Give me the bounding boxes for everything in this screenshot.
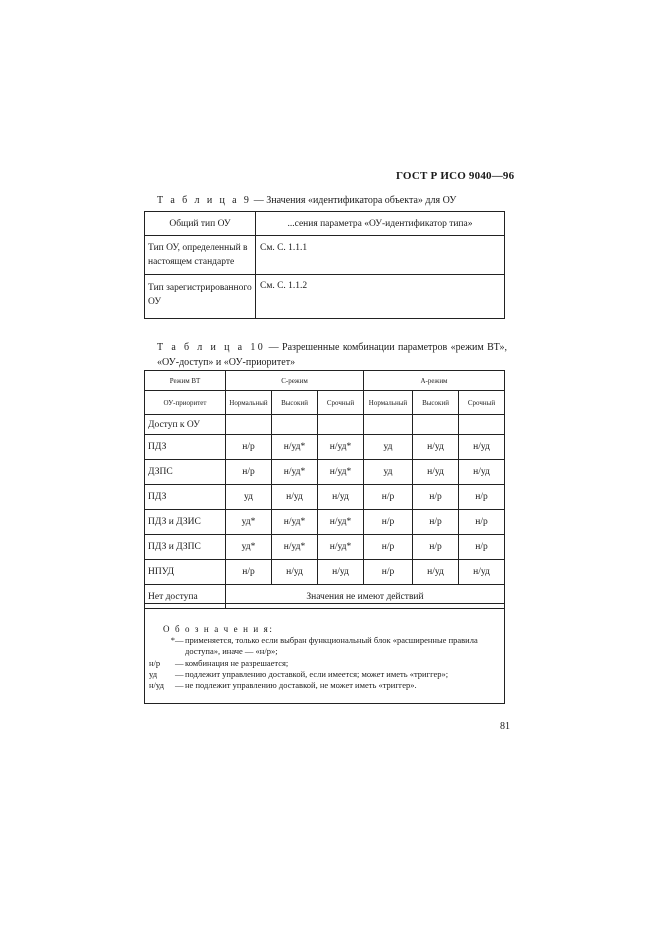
legend-text: не подлежит управлению доставкой, не может иметь «триггер».	[185, 680, 417, 690]
row-label: НПУД	[145, 560, 226, 585]
table-row	[145, 535, 505, 560]
no-access-text: Значения не имеют действий	[226, 585, 505, 609]
legend-entry: н/уд — не подлежит управлению доставкой, не может иметь «триггер».	[149, 680, 417, 690]
table-cell: н/р	[364, 560, 413, 585]
row-label: ПДЗ	[145, 435, 226, 460]
legend	[144, 603, 505, 704]
table9-col2-header: ...сения параметра «ОУ-идентификатор типа»	[256, 212, 505, 236]
priority-header: ОУ-приоритет	[145, 391, 226, 415]
legend-text: подлежит управлению доставкой, если имеется; может иметь «триггер»;	[185, 669, 449, 679]
legend-entry: уд — подлежит управлению доставкой, если имеется; может иметь «триггер»;	[149, 669, 449, 679]
legend-entry: *— применяется, только если выбран функциональный блок «расширенные правила доступа», иначе — «н/р»;	[149, 635, 501, 657]
c-mode-header: С-режим	[226, 371, 364, 391]
table-cell: н/уд	[413, 560, 459, 585]
row-label: ПДЗ и ДЗПС	[145, 535, 226, 560]
table9-row-type: Тип ОУ, определенный в настоящем стандарте	[145, 236, 256, 275]
document-header: ГОСТ Р ИСО 9040—96	[396, 170, 515, 182]
table-cell: н/уд	[272, 485, 318, 510]
table-cell: н/р	[459, 535, 505, 560]
table-cell: н/уд*	[272, 435, 318, 460]
table-cell: н/уд	[459, 560, 505, 585]
table-cell: н/р	[364, 510, 413, 535]
mode-header: Режим ВТ	[145, 371, 226, 391]
no-access-label: Нет доступа	[145, 585, 226, 609]
table-cell: н/р	[364, 485, 413, 510]
table-cell: уд	[226, 485, 272, 510]
table-cell: уд	[364, 460, 413, 485]
table-cell: н/уд	[318, 485, 364, 510]
a-mode-header: А-режим	[364, 371, 505, 391]
table-cell: уд*	[226, 535, 272, 560]
table9-row-value: См. С. 1.1.2	[256, 275, 505, 319]
table9-caption-text: — Значения «идентификатора объекта» для ОУ	[251, 195, 457, 206]
legend-text: комбинация не разрешается;	[185, 658, 289, 668]
table-row	[145, 560, 505, 585]
table9-row-value: См. С. 1.1.1	[256, 236, 505, 275]
table-row	[145, 510, 505, 535]
priority-label: Срочный	[459, 391, 505, 415]
priority-label: Высокий	[272, 391, 318, 415]
row-label: ПДЗ и ДЗИС	[145, 510, 226, 535]
table-cell: н/р	[459, 485, 505, 510]
priority-label: Срочный	[318, 391, 364, 415]
priority-label: Нормальный	[226, 391, 272, 415]
legend-symbol: уд	[149, 669, 158, 679]
table9-row-type: Тип зарегистрированного ОУ	[145, 275, 256, 319]
table-cell: н/уд*	[272, 460, 318, 485]
priority-label: Нормальный	[364, 391, 413, 415]
table-cell: н/уд*	[272, 510, 318, 535]
table-cell: н/р	[226, 560, 272, 585]
table-cell: н/уд*	[318, 510, 364, 535]
table-cell: н/уд*	[318, 460, 364, 485]
row-label: ДЗПС	[145, 460, 226, 485]
table-cell: н/уд*	[318, 535, 364, 560]
table-cell: н/р	[226, 435, 272, 460]
table-cell: н/уд*	[272, 535, 318, 560]
table-cell: н/уд	[318, 560, 364, 585]
table-cell: н/уд	[413, 435, 459, 460]
table10-caption-label: Т а б л и ц а 10	[157, 342, 266, 353]
table-cell: н/уд*	[318, 435, 364, 460]
table-row	[145, 460, 505, 485]
table-cell: н/р	[413, 485, 459, 510]
legend-title: О б о з н а ч е н и я:	[163, 624, 274, 634]
table9-col1-header: Общий тип ОУ	[145, 212, 256, 236]
table-cell: н/р	[413, 510, 459, 535]
access-header: Доступ к ОУ	[145, 415, 226, 435]
table9-caption	[157, 193, 517, 208]
legend-entry: н/р — комбинация не разрешается;	[149, 658, 289, 668]
table10	[144, 370, 505, 609]
table-cell: н/уд	[272, 560, 318, 585]
table-cell: н/р	[364, 535, 413, 560]
page-number: 81	[500, 721, 510, 732]
row-label: ПДЗ	[145, 485, 226, 510]
priority-label: Высокий	[413, 391, 459, 415]
table-row	[145, 485, 505, 510]
table10-caption	[157, 340, 507, 370]
table-cell: н/уд	[459, 435, 505, 460]
table-row	[145, 435, 505, 460]
legend-text: применяется, только если выбран функциональный блок «расширенные правила доступа», иначе — «н/р»;	[185, 635, 478, 656]
table-cell: н/р	[413, 535, 459, 560]
table-cell: н/уд	[459, 460, 505, 485]
table-cell: н/уд	[413, 460, 459, 485]
legend-symbol: н/р	[149, 658, 161, 668]
legend-symbol: *	[170, 635, 175, 645]
table-cell: уд*	[226, 510, 272, 535]
table9-caption-label: Т а б л и ц а 9	[157, 195, 252, 206]
table-cell: н/р	[226, 460, 272, 485]
legend-symbol: н/уд	[149, 680, 164, 690]
table9	[144, 211, 505, 319]
table-cell: н/р	[459, 510, 505, 535]
table10-caption-text: — Разрешенные комбинации параметров «режим ВТ», «ОУ-доступ» и «ОУ-приоритет»	[157, 342, 507, 368]
table-cell: уд	[364, 435, 413, 460]
